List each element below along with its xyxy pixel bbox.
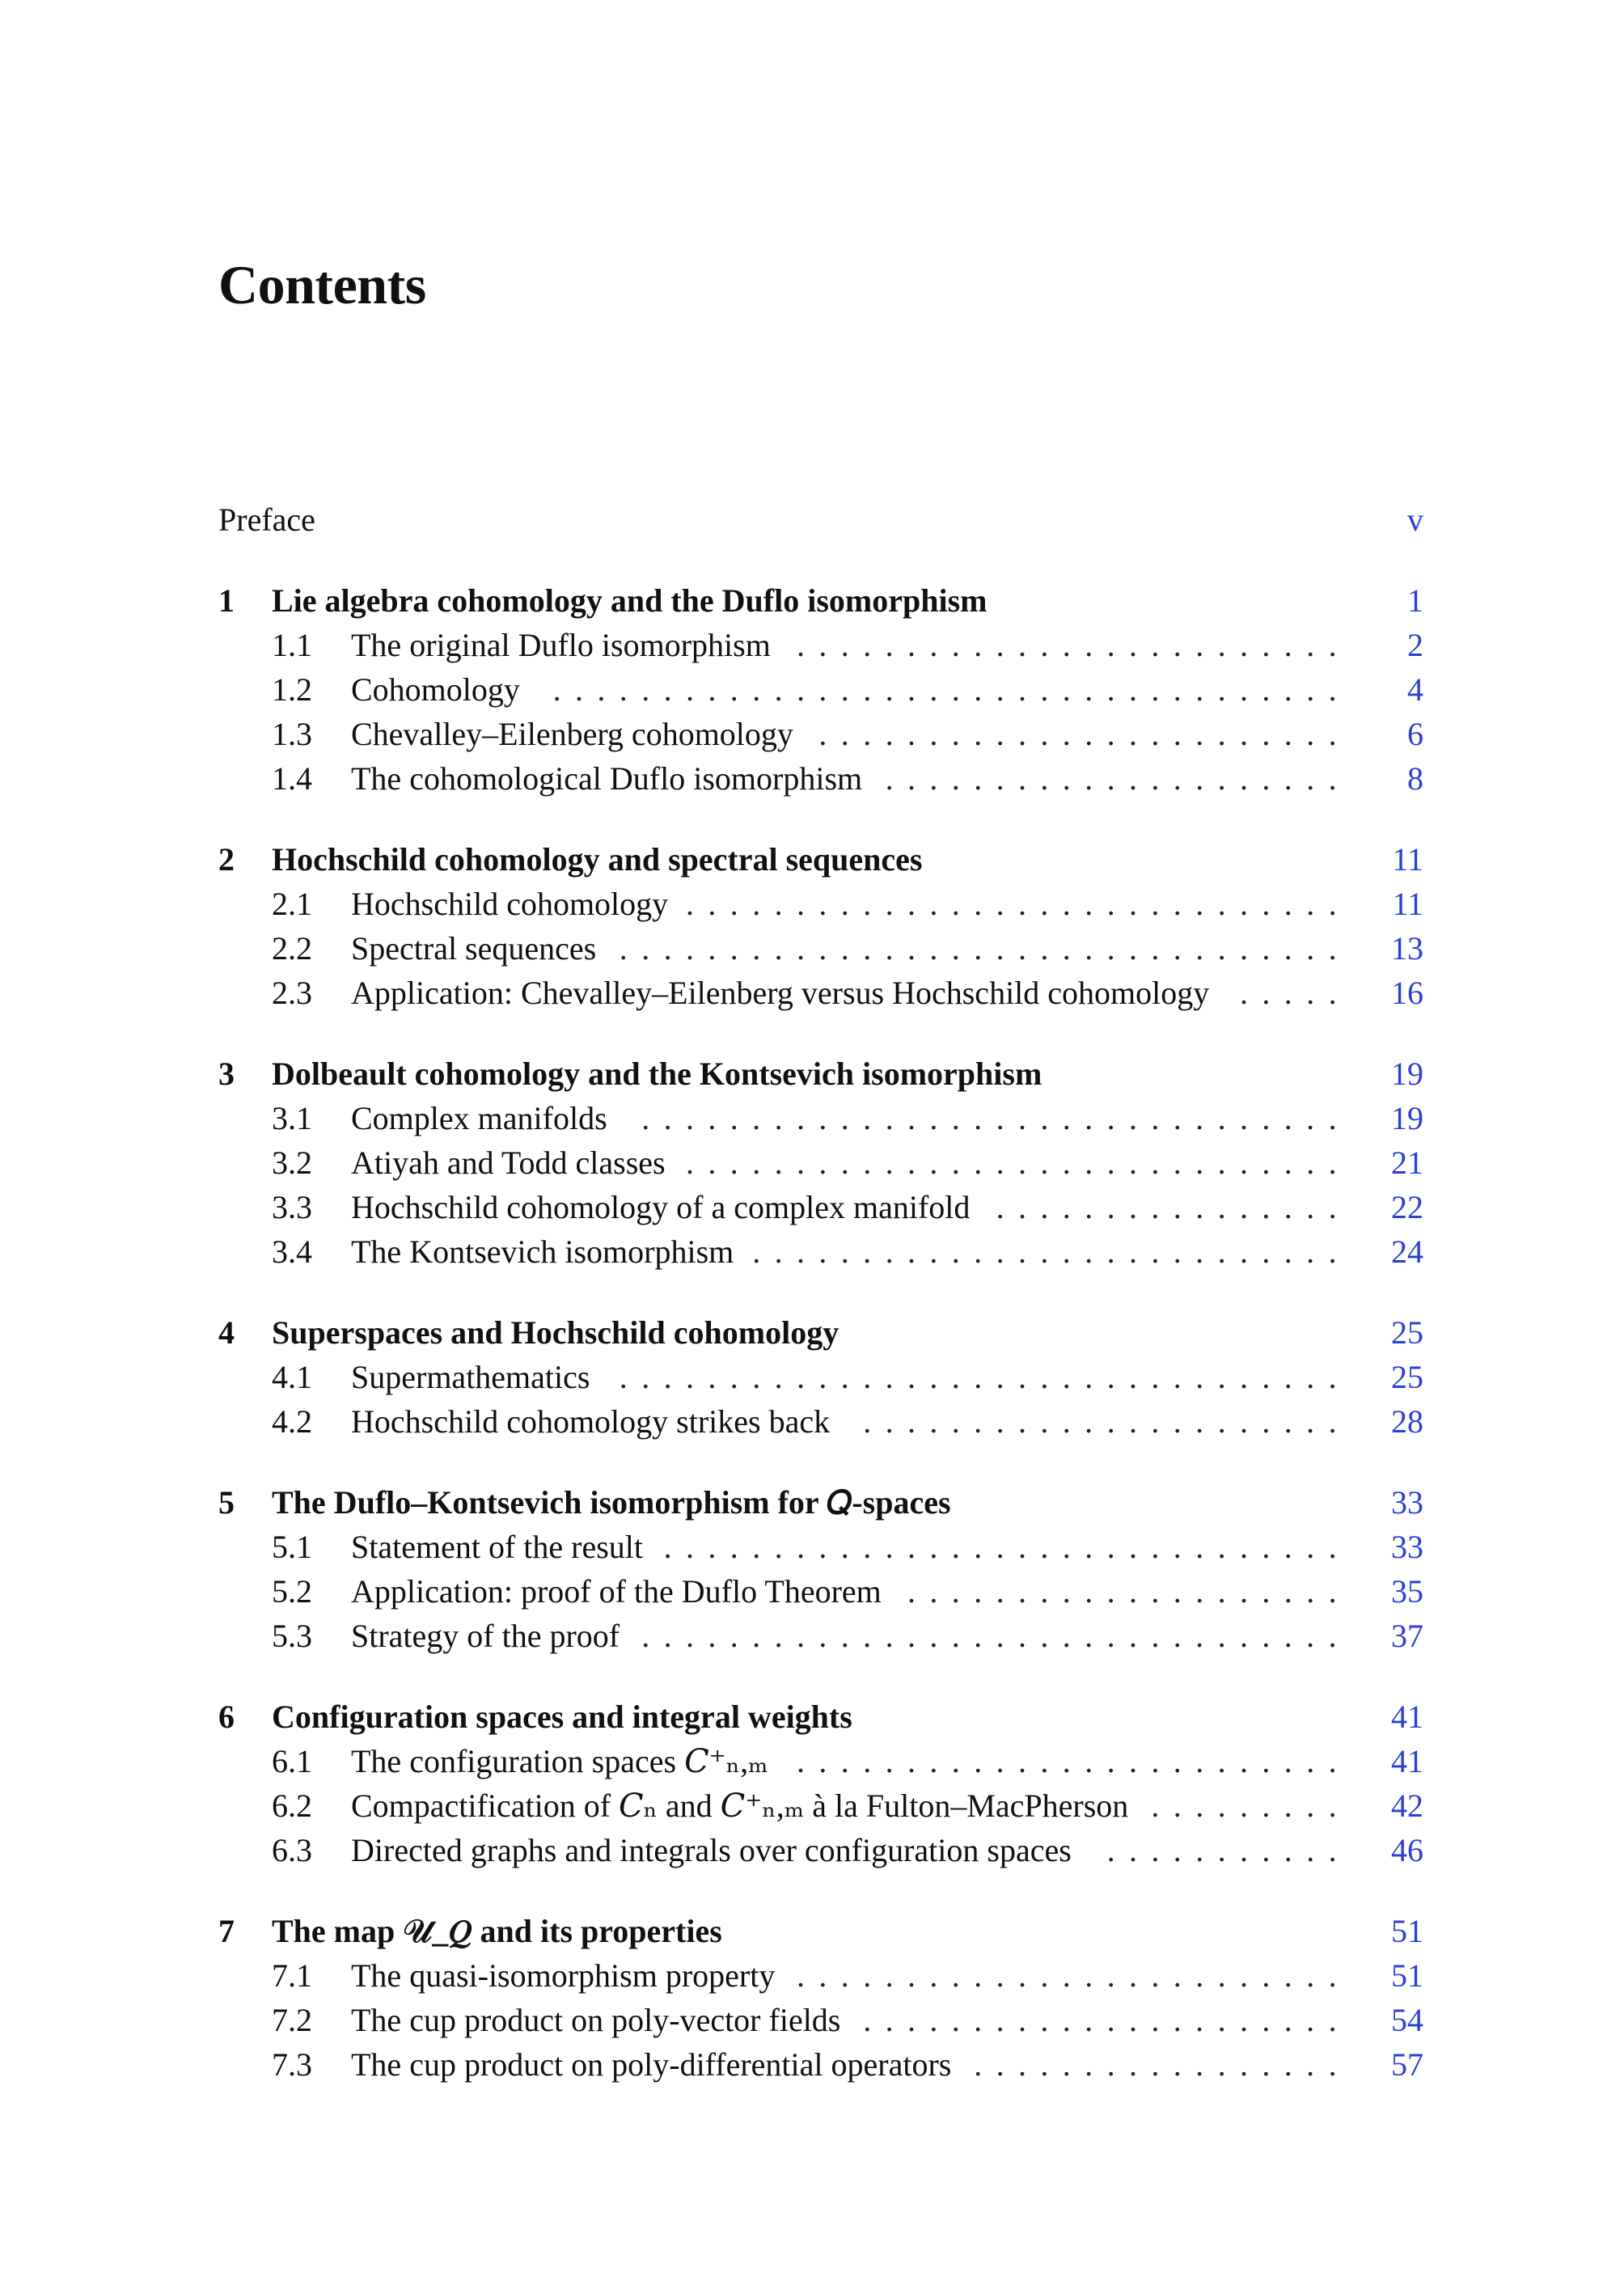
toc-section-number: 1.4 xyxy=(272,760,312,797)
toc-section-row xyxy=(218,1355,1423,1399)
toc-section-title: Cohomology xyxy=(351,671,520,708)
toc-leader-dots: ................ xyxy=(996,1189,1351,1225)
page-title: Contents xyxy=(218,254,426,315)
toc-section-row xyxy=(218,1185,1423,1229)
toc-section-number: 1.1 xyxy=(272,627,312,663)
toc-preface-label: Preface xyxy=(218,501,315,538)
toc-section-page-link[interactable]: 13 xyxy=(1391,930,1423,967)
toc-chapter-row xyxy=(218,1310,1423,1355)
toc-chapter-title: Lie algebra cohomology and the Duflo isomorphism xyxy=(272,582,988,619)
toc-section-page-link[interactable]: 25 xyxy=(1391,1359,1423,1395)
toc-leader-dots: ........................ xyxy=(818,716,1351,752)
toc-section-number: 2.2 xyxy=(272,930,312,967)
toc-leader-dots: ......................... xyxy=(797,627,1351,663)
toc-leader-dots: ...................... xyxy=(863,2002,1351,2038)
toc-chapter-number: 6 xyxy=(218,1699,235,1735)
toc-section-number: 5.3 xyxy=(272,1618,312,1654)
toc-section-page-link[interactable]: 37 xyxy=(1391,1618,1423,1654)
toc-leader-dots: ............................... xyxy=(663,1529,1351,1565)
table-of-contents xyxy=(218,497,1423,2087)
toc-chapter-title: Configuration spaces and integral weights xyxy=(272,1699,852,1735)
toc-leader-dots: ......................... xyxy=(797,1743,1351,1779)
toc-section-page-link[interactable]: 54 xyxy=(1391,2002,1423,2038)
toc-section-number: 6.2 xyxy=(272,1787,312,1824)
toc-chapter-number: 4 xyxy=(218,1314,235,1351)
toc-chapter-page-link[interactable]: 33 xyxy=(1391,1484,1423,1521)
toc-chapter-row xyxy=(218,1694,1423,1739)
toc-section-page-link[interactable]: 19 xyxy=(1391,1100,1423,1136)
toc-section-row xyxy=(218,1525,1423,1569)
toc-section-page-link[interactable]: 22 xyxy=(1391,1189,1423,1225)
toc-section-row xyxy=(218,1140,1423,1185)
toc-spacer xyxy=(218,1444,1423,1480)
toc-section-row xyxy=(218,756,1423,801)
toc-preface-page-link[interactable]: v xyxy=(1407,501,1423,538)
toc-spacer xyxy=(218,1872,1423,1909)
toc-chapter-page-link[interactable]: 1 xyxy=(1407,582,1423,619)
toc-section-title: Spectral sequences xyxy=(351,930,597,967)
toc-chapter-row xyxy=(218,578,1423,623)
toc-leader-dots: .................... xyxy=(907,1573,1351,1610)
toc-section-number: 1.2 xyxy=(272,671,312,708)
toc-section-row xyxy=(218,2042,1423,2087)
toc-spacer xyxy=(218,1274,1423,1310)
toc-section-number: 3.1 xyxy=(272,1100,312,1136)
toc-leader-dots: ................................ xyxy=(641,1618,1351,1654)
toc-section-row xyxy=(218,971,1423,1015)
toc-leader-dots: ................................ xyxy=(641,1100,1351,1136)
toc-section-row xyxy=(218,1569,1423,1614)
toc-chapter-title: Dolbeault cohomology and the Kontsevich isomorphism xyxy=(272,1056,1042,1092)
toc-leader-dots: ........... xyxy=(1106,1832,1351,1868)
toc-section-row xyxy=(218,1739,1423,1783)
toc-section-title: Compactification of 𝐶ₙ and 𝐶⁺ₙ,ₘ à la Fulton–MacPherson xyxy=(351,1787,1129,1824)
toc-section-title: The Kontsevich isomorphism xyxy=(351,1233,734,1270)
toc-section-title: Atiyah and Todd classes xyxy=(351,1144,666,1181)
toc-section-row xyxy=(218,1783,1423,1828)
toc-chapter-row xyxy=(218,837,1423,882)
toc-chapter-row xyxy=(218,1480,1423,1525)
toc-section-number: 6.1 xyxy=(272,1743,312,1779)
toc-section-title: Supermathematics xyxy=(351,1359,590,1395)
toc-section-title: Hochschild cohomology xyxy=(351,886,669,922)
toc-section-page-link[interactable]: 24 xyxy=(1391,1233,1423,1270)
toc-section-title: Hochschild cohomology of a complex manifold xyxy=(351,1189,971,1225)
toc-leader-dots: ................................. xyxy=(619,930,1351,967)
toc-section-page-link[interactable]: 28 xyxy=(1391,1403,1423,1440)
toc-section-title: Chevalley–Eilenberg cohomology xyxy=(351,716,793,752)
toc-section-title: Directed graphs and integrals over configuration spaces xyxy=(351,1832,1072,1868)
toc-section-row xyxy=(218,1828,1423,1872)
toc-chapter-number: 3 xyxy=(218,1056,235,1092)
toc-section-title: The cup product on poly-differential operators xyxy=(351,2046,952,2083)
toc-chapter-title: Hochschild cohomology and spectral sequences xyxy=(272,841,923,878)
toc-chapter-title: The map 𝒰_𝑄 and its properties xyxy=(272,1913,722,1949)
toc-section-number: 2.3 xyxy=(272,975,312,1011)
toc-chapter-page-link[interactable]: 19 xyxy=(1391,1056,1423,1092)
toc-chapter-row xyxy=(218,1051,1423,1096)
toc-section-page-link[interactable]: 16 xyxy=(1391,975,1423,1011)
toc-section-page-link[interactable]: 57 xyxy=(1391,2046,1423,2083)
toc-section-title: The cup product on poly-vector fields xyxy=(351,2002,841,2038)
toc-leader-dots: .................................... xyxy=(552,671,1351,708)
toc-spacer xyxy=(218,1658,1423,1694)
toc-section-page-link[interactable]: 4 xyxy=(1407,671,1423,708)
toc-section-number: 4.2 xyxy=(272,1403,312,1440)
toc-section-row xyxy=(218,1998,1423,2042)
toc-leader-dots: ........................... xyxy=(752,1233,1351,1270)
toc-section-title: Statement of the result xyxy=(351,1529,644,1565)
toc-section-row xyxy=(218,1096,1423,1140)
toc-spacer xyxy=(218,801,1423,837)
toc-section-row xyxy=(218,926,1423,971)
toc-section-number: 3.3 xyxy=(272,1189,312,1225)
toc-section-number: 6.3 xyxy=(272,1832,312,1868)
toc-section-number: 5.2 xyxy=(272,1573,312,1610)
toc-section-title: The cohomological Duflo isomorphism xyxy=(351,760,863,797)
toc-section-page-link[interactable]: 42 xyxy=(1391,1787,1423,1824)
toc-leader-dots: ................. xyxy=(974,2046,1351,2083)
toc-section-title: Hochschild cohomology strikes back xyxy=(351,1403,831,1440)
toc-chapter-row xyxy=(218,1909,1423,1953)
toc-section-title: Strategy of the proof xyxy=(351,1618,620,1654)
toc-chapter-page-link[interactable]: 11 xyxy=(1392,841,1423,878)
toc-section-row xyxy=(218,667,1423,712)
toc-section-row xyxy=(218,623,1423,667)
toc-section-title: Application: proof of the Duflo Theorem xyxy=(351,1573,882,1610)
toc-section-title: Application: Chevalley–Eilenberg versus Hochschild cohomology xyxy=(351,975,1210,1011)
toc-section-row xyxy=(218,712,1423,756)
toc-leader-dots: ..... xyxy=(1240,975,1351,1011)
toc-section-number: 7.3 xyxy=(272,2046,312,2083)
toc-chapter-title: Superspaces and Hochschild cohomology xyxy=(272,1314,839,1351)
toc-chapter-title: The Duflo–Kontsevich isomorphism for 𝑄-spaces xyxy=(272,1484,951,1521)
toc-section-number: 5.1 xyxy=(272,1529,312,1565)
toc-section-row xyxy=(218,882,1423,926)
toc-leader-dots: ...................... xyxy=(863,1403,1351,1440)
toc-section-title: The configuration spaces 𝐶⁺ₙ,ₘ xyxy=(351,1743,768,1779)
toc-section-title: The original Duflo isomorphism xyxy=(351,627,771,663)
toc-section-number: 2.1 xyxy=(272,886,312,922)
toc-section-page-link[interactable]: 8 xyxy=(1407,760,1423,797)
toc-section-row xyxy=(218,1229,1423,1274)
toc-leader-dots: ......................... xyxy=(797,1957,1351,1994)
toc-chapter-number: 7 xyxy=(218,1913,235,1949)
toc-section-number: 7.1 xyxy=(272,1957,312,1994)
toc-section-number: 1.3 xyxy=(272,716,312,752)
toc-section-page-link[interactable]: 6 xyxy=(1407,716,1423,752)
toc-section-page-link[interactable]: 41 xyxy=(1391,1743,1423,1779)
toc-section-page-link[interactable]: 51 xyxy=(1391,1957,1423,1994)
toc-section-page-link[interactable]: 21 xyxy=(1391,1144,1423,1181)
toc-chapter-number: 1 xyxy=(218,582,235,619)
toc-section-page-link[interactable]: 11 xyxy=(1392,886,1423,922)
toc-leader-dots: .............................. xyxy=(686,1144,1351,1181)
toc-section-page-link[interactable]: 35 xyxy=(1391,1573,1423,1610)
toc-section-row xyxy=(218,1953,1423,1998)
toc-chapter-page-link[interactable]: 41 xyxy=(1391,1699,1423,1735)
toc-chapter-page-link[interactable]: 25 xyxy=(1391,1314,1423,1351)
toc-section-page-link[interactable]: 2 xyxy=(1407,627,1423,663)
toc-preface xyxy=(218,497,1423,542)
toc-section-number: 4.1 xyxy=(272,1359,312,1395)
toc-leader-dots: ..................... xyxy=(885,760,1351,797)
toc-spacer xyxy=(218,542,1423,578)
toc-chapter-page-link[interactable]: 51 xyxy=(1391,1913,1423,1949)
toc-section-row xyxy=(218,1399,1423,1444)
toc-section-number: 3.4 xyxy=(272,1233,312,1270)
toc-chapter-number: 5 xyxy=(218,1484,235,1521)
toc-section-title: Complex manifolds xyxy=(351,1100,607,1136)
toc-spacer xyxy=(218,1015,1423,1051)
toc-leader-dots: .............................. xyxy=(686,886,1351,922)
toc-section-number: 3.2 xyxy=(272,1144,312,1181)
toc-section-number: 7.2 xyxy=(272,2002,312,2038)
toc-chapter-number: 2 xyxy=(218,841,235,878)
toc-section-row xyxy=(218,1614,1423,1658)
toc-leader-dots: ......... xyxy=(1151,1787,1351,1824)
toc-section-page-link[interactable]: 46 xyxy=(1391,1832,1423,1868)
toc-section-page-link[interactable]: 33 xyxy=(1391,1529,1423,1565)
toc-leader-dots: ................................. xyxy=(619,1359,1351,1395)
toc-section-title: The quasi-isomorphism property xyxy=(351,1957,776,1994)
